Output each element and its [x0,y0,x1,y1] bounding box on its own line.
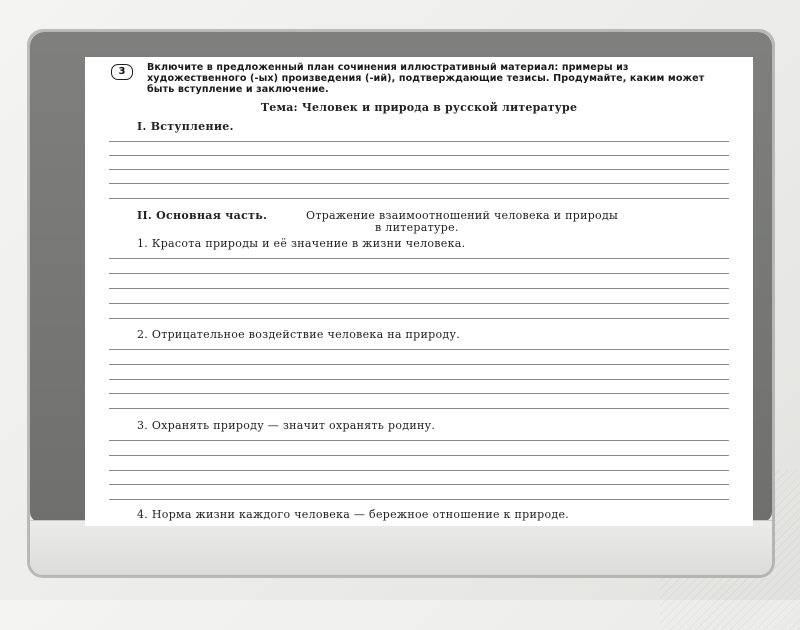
answer-line [109,440,729,441]
plan-item-1: 1. Красота природы и её значение в жизни человека. [137,237,466,250]
answer-line [109,155,729,156]
answer-line [109,273,729,274]
plan-item-4: 4. Норма жизни каждого человека — бережное отношение к природе. [137,508,570,521]
answer-line [109,258,729,259]
answer-line [109,303,729,304]
answer-line [109,379,729,380]
plan-intro-heading: I. Вступление. [137,120,234,133]
answer-line [109,183,729,184]
plan-main-text: Отражение взаимоотношений человека и природы [306,209,619,222]
answer-line [109,408,729,409]
answer-line [109,484,729,485]
answer-line [109,288,729,289]
answer-line [109,141,729,142]
plan-item-3: 3. Охранять природу — значит охранять родину. [137,419,436,432]
plan-item-2: 2. Отрицательное воздействие человека на природу. [137,328,461,341]
answer-line [109,349,729,350]
plan-main-heading: II. Основная часть. [137,209,268,222]
task-number-badge: 3 [111,64,133,80]
answer-line [109,169,729,170]
plan-main-text-cont: в литературе. [375,221,459,234]
slide-footer [30,520,772,576]
answer-line [109,364,729,365]
answer-line [109,455,729,456]
task-instruction: Включите в предложенный план сочинения иллюстративный материал: примеры из художественного (-ых) произведения (-ий), подтверждающие тезисы. Продумайте, каким может быть вступление и заключение. [147,62,705,95]
answer-line [109,393,729,394]
answer-line [109,470,729,471]
worksheet-image [85,57,753,526]
answer-line [109,198,729,199]
answer-line [109,499,729,500]
essay-topic: Тема: Человек и природа в русской литературе [260,101,578,114]
answer-line [109,318,729,319]
